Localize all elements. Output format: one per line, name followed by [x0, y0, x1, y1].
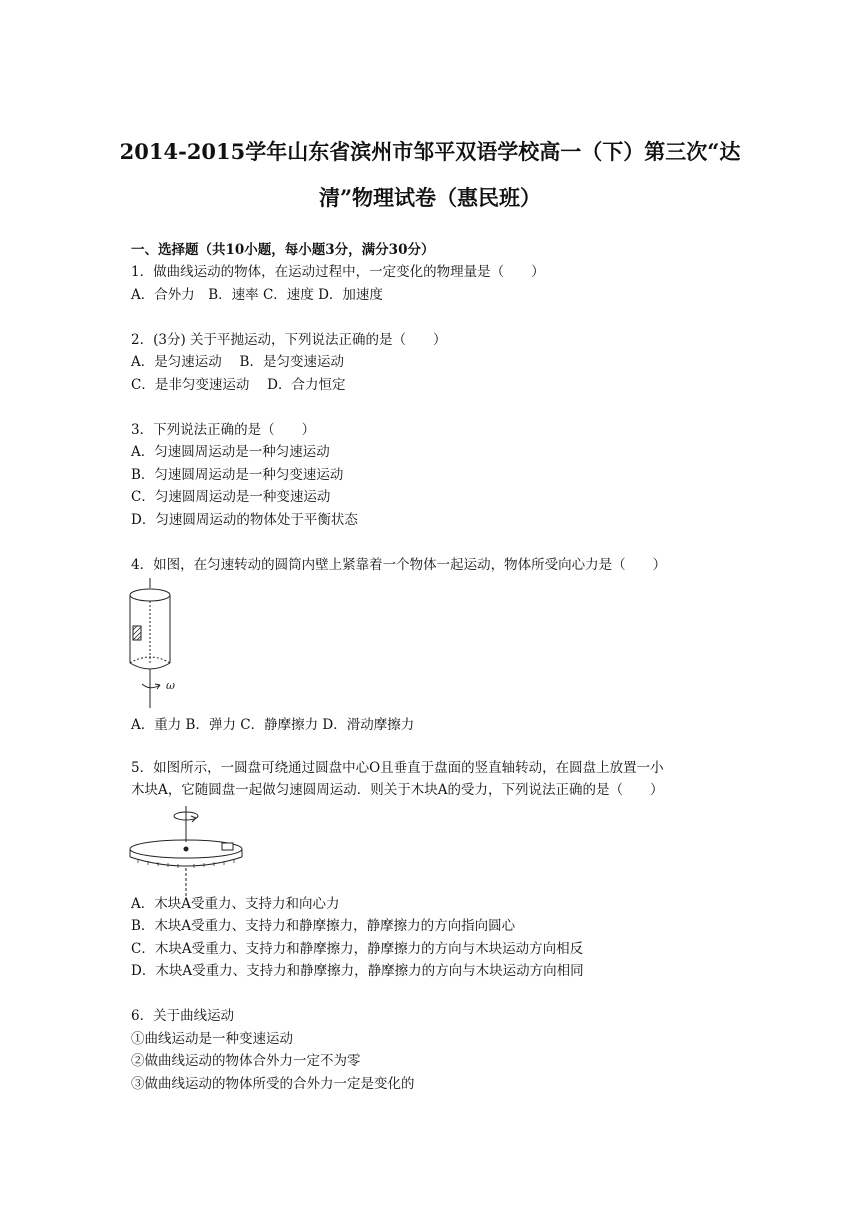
- question-1-stem: 1．做曲线运动的物体，在运动过程中，一定变化的物理量是（ ）: [131, 264, 545, 280]
- question-3-option-c: C．匀速圆周运动是一种变速运动: [131, 489, 331, 505]
- question-5-option-d: D．木块A受重力、支持力和静摩擦力，静摩擦力的方向与木块运动方向相同: [131, 963, 584, 979]
- omega-label: ω: [166, 679, 175, 692]
- question-5-option-a: A．木块A受重力、支持力和向心力: [131, 896, 340, 912]
- rotating-cylinder-figure: [128, 578, 190, 708]
- question-1-options: A．合外力 B．速率 C．速度 D．加速度: [131, 287, 383, 303]
- question-6-statement-3: ③做曲线运动的物体所受的合外力一定是变化的: [131, 1076, 415, 1092]
- question-3-stem: 3．下列说法正确的是（ ）: [131, 422, 316, 438]
- question-3-option-b: B．匀速圆周运动是一种匀变速运动: [131, 467, 344, 483]
- question-3-option-a: A．匀速圆周运动是一种匀速运动: [131, 444, 330, 460]
- question-4-options: A．重力 B．弹力 C．静摩擦力 D．滑动摩擦力: [131, 717, 415, 733]
- question-5-stem-line1: 5．如图所示，一圆盘可绕通过圆盘中心O且垂直于盘面的竖直轴转动，在圆盘上放置一小: [131, 760, 664, 776]
- question-3-option-d: D．匀速圆周运动的物体处于平衡状态: [131, 512, 358, 528]
- exam-title-line1: 2014-2015学年山东省滨州市邹平双语学校高一（下）第三次“达: [119, 139, 741, 164]
- exam-title-line2: 清”物理试卷（惠民班）: [318, 185, 542, 210]
- question-5-option-b: B．木块A受重力、支持力和静摩擦力，静摩擦力的方向指向圆心: [131, 918, 516, 934]
- question-2-stem: 2．(3分) 关于平抛运动，下列说法正确的是（ ）: [131, 332, 447, 348]
- question-4-stem: 4．如图，在匀速转动的圆筒内壁上紧靠着一个物体一起运动，物体所受向心力是（ ）: [131, 557, 667, 573]
- section-heading: 一、选择题（共10小题，每小题3分，满分30分）: [131, 242, 435, 258]
- question-5-option-c: C．木块A受重力、支持力和静摩擦力，静摩擦力的方向与木块运动方向相反: [131, 941, 584, 957]
- question-5-stem-line2: 木块A，它随圆盘一起做匀速圆周运动．则关于木块A的受力，下列说法正确的是（ ）: [131, 782, 664, 798]
- question-2-options-line2: C．是非匀变速运动 D．合力恒定: [131, 377, 346, 393]
- question-2-options-line1: A．是匀速运动 B．是匀变速运动: [131, 354, 344, 370]
- question-6-stem: 6．关于曲线运动: [131, 1008, 235, 1024]
- rotating-disc-figure: [126, 806, 248, 896]
- question-6-statement-2: ②做曲线运动的物体合外力一定不为零: [131, 1053, 361, 1069]
- question-6-statement-1: ①曲线运动是一种变速运动: [131, 1031, 293, 1047]
